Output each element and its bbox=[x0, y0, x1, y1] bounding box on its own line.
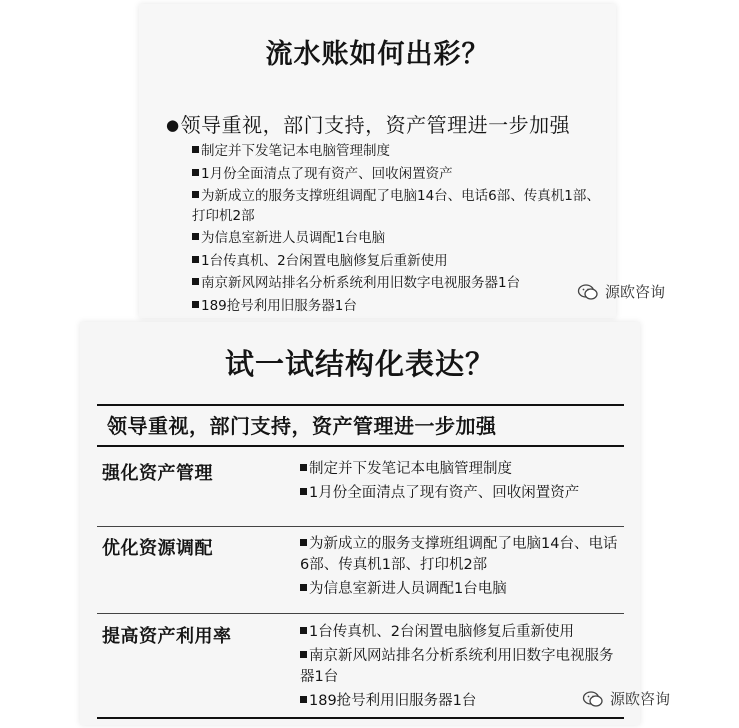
list-item: 制定并下发笔记本电脑管理制度 bbox=[300, 459, 625, 480]
watermark-text: 源欧咨询 bbox=[610, 690, 671, 708]
list-item: 为信息室新进人员调配1台电脑 bbox=[300, 579, 625, 600]
square-bullet-icon bbox=[300, 488, 307, 495]
list-item: 1月份全面清点了现有资产、回收闲置资产 bbox=[192, 165, 612, 185]
table-heading: 领导重视，部门支持，资产管理进一步加强 bbox=[107, 414, 497, 438]
category-label: 优化资源调配 bbox=[102, 538, 213, 559]
slide2-title: 试一试结构化表达？ bbox=[224, 347, 495, 381]
table-head-rule bbox=[97, 445, 624, 447]
category-items bbox=[300, 459, 625, 507]
square-bullet-icon bbox=[300, 696, 307, 703]
watermark-top bbox=[577, 281, 665, 302]
bullet-dot-icon: ● bbox=[166, 116, 180, 134]
watermark-text: 源欧咨询 bbox=[605, 283, 666, 301]
square-bullet-icon bbox=[192, 146, 199, 153]
square-bullet-icon bbox=[192, 256, 199, 263]
square-bullet-icon bbox=[300, 627, 307, 634]
square-bullet-icon bbox=[192, 169, 199, 176]
row-divider bbox=[97, 613, 624, 614]
list-item: 为新成立的服务支撑班组调配了电脑14台、电话6部、传真机1部、打印机2部 bbox=[192, 188, 600, 224]
category-items bbox=[300, 534, 625, 603]
list-item: 南京新风网站排名分析系统利用旧数字电视服务器1台 bbox=[300, 648, 614, 685]
table-top-rule bbox=[97, 404, 624, 406]
square-bullet-icon bbox=[300, 539, 307, 546]
wechat-icon bbox=[582, 690, 604, 708]
list-item: 189抢号利用旧服务器1台 bbox=[300, 691, 625, 712]
list-item: 1台传真机、2台闲置电脑修复后重新使用 bbox=[192, 252, 612, 272]
slide-flow-account bbox=[139, 4, 616, 318]
list-item: 189抢号利用旧服务器1台 bbox=[192, 297, 612, 317]
square-bullet-icon bbox=[192, 301, 199, 308]
list-item: 1台传真机、2台闲置电脑修复后重新使用 bbox=[300, 622, 625, 643]
category-label: 强化资产管理 bbox=[102, 463, 213, 484]
slide1-item-list bbox=[192, 142, 612, 319]
category-label: 提高资产利用率 bbox=[102, 626, 232, 647]
slide-structured-expression bbox=[80, 322, 640, 725]
square-bullet-icon bbox=[192, 278, 199, 285]
square-bullet-icon bbox=[300, 464, 307, 471]
slide1-headline-text: 领导重视，部门支持，资产管理进一步加强 bbox=[180, 113, 571, 137]
square-bullet-icon bbox=[300, 651, 307, 658]
list-item: 南京新风网站排名分析系统利用旧数字电视服务器1台 bbox=[192, 274, 612, 294]
square-bullet-icon bbox=[192, 233, 199, 240]
list-item: 制定并下发笔记本电脑管理制度 bbox=[192, 142, 612, 162]
category-items bbox=[300, 622, 625, 715]
square-bullet-icon bbox=[300, 584, 307, 591]
slide1-headline bbox=[166, 109, 570, 138]
list-item: 为信息室新进人员调配1台电脑 bbox=[192, 229, 612, 249]
row-divider bbox=[97, 526, 624, 527]
table-bottom-rule bbox=[97, 717, 624, 719]
square-bullet-icon bbox=[192, 191, 199, 198]
watermark-bottom bbox=[582, 688, 670, 709]
list-item: 为新成立的服务支撑班组调配了电脑14台、电话6部、传真机1部、打印机2部 bbox=[300, 536, 618, 573]
slide1-title: 流水账如何出彩？ bbox=[265, 39, 490, 70]
list-item: 1月份全面清点了现有资产、回收闲置资产 bbox=[300, 483, 625, 504]
wechat-icon bbox=[577, 283, 599, 301]
